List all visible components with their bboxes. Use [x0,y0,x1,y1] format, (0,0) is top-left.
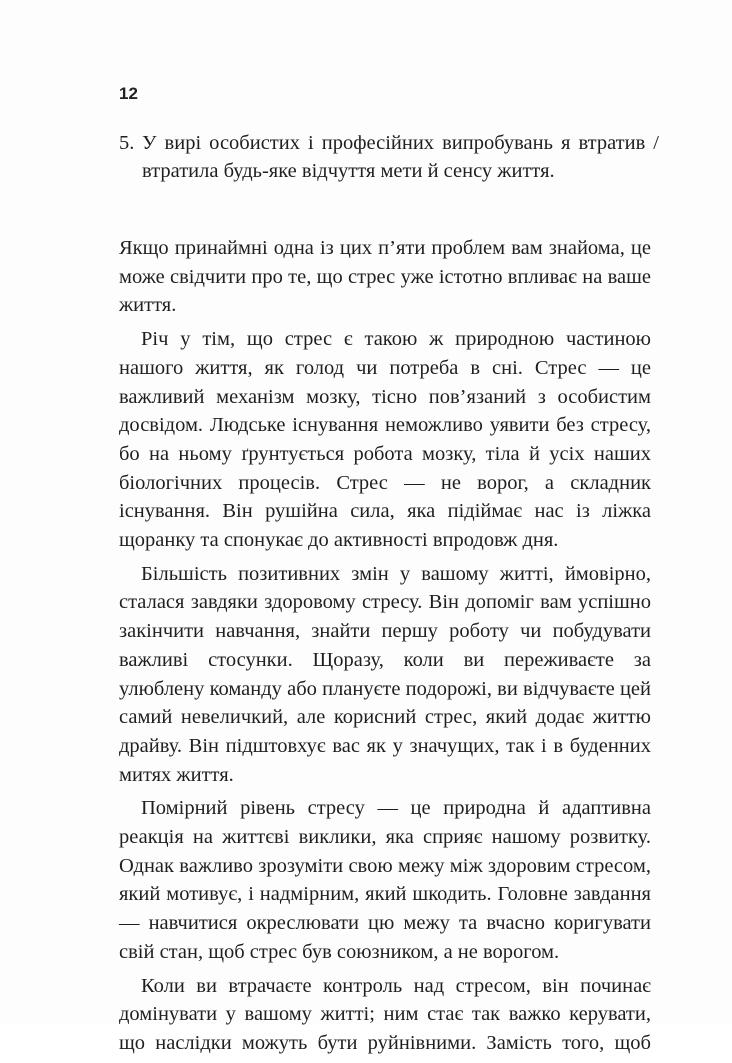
paragraph: Більшість позитивних змін у вашому житті, ймовірно, сталася завдяки здоровому стресу. Він допоміг вам успішно закінчити навчання, знайти першу роботу чи побудувати важливі стосунки. Щоразу, коли ви переживаєте за улюблену команду або плануєте подорожі, ви відчуваєте цей самий невеличкий, але корисний стрес, який додає життю драйву. Він підштовхує вас як у значущих, так і в буденних митях життя. [119,562,651,786]
paragraph: Коли ви втрачаєте контроль над стресом, він починає домінувати у вашому житті; ним стає так важко керувати, що наслідки можуть бути руйнівними. Замість того, щоб [119,974,651,1054]
paragraph: Річ у тім, що стрес є такою ж природною частиною нашого життя, як голод чи потреба в сні. Стрес — це важливий механізм мозку, тісно пов’язаний з особистим досвідом. Людське існування неможливо уявити без стресу, бо на ньому ґрунтується робота мозку, тіла й усіх наших біологічних процесів. Стрес — не ворог, а складник існування. Він рушійна сила, яка підіймає нас із ліжка щоранку та спонукає до активності впродовж дня. [119,328,651,552]
body-text [119,234,651,1063]
list-item-number: 5. [119,132,135,154]
page-number: 12 [119,84,138,103]
paragraph: Помірний рівень стресу — це природна й адаптивна реакція на життєві виклики, яка сприяє нашому розвитку. Однак важливо зрозуміти свою межу між здоровим стресом, який мотивує, і надмірним, який шкодить. Головне завдання — навчитися окреслювати цю межу та вчасно коригувати свій стан, щоб стрес був союзником, а не ворогом. [119,797,651,963]
list-item-text: У вирі особистих і професійних випробувань я втратив / втратила будь-яке відчуття мети й сенсу життя. [142,132,659,182]
numbered-list-item [119,129,659,185]
paragraph: Якщо принаймні одна із цих п’яти проблем вам знайома, це може свідчити про те, що стрес уже істотно впливає на ваше життя. [119,237,651,317]
